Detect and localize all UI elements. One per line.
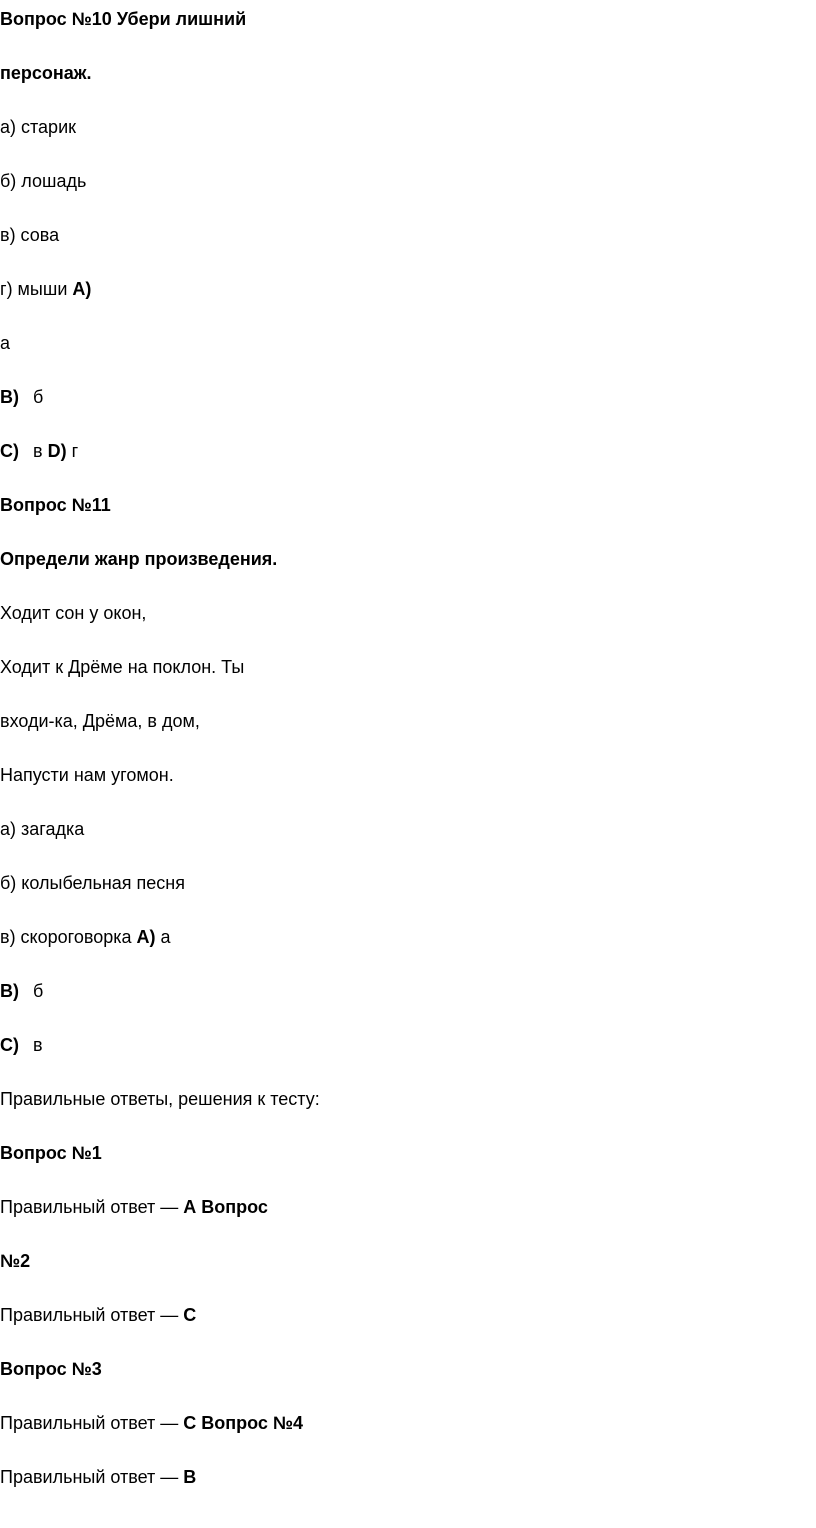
q11-option-v: в) скороговорка A) а [0, 927, 171, 947]
q11-option-a: а) загадка [0, 819, 85, 839]
q10-answer-a-value: а [0, 333, 11, 353]
q10-answer-d-label: D) [47, 441, 67, 461]
q11-prompt: Определи жанр произведения. [0, 549, 278, 569]
answer-q2: Правильный ответ — C [0, 1305, 197, 1325]
q10-option-v: в) сова [0, 225, 60, 245]
q11-answer-c: C) в [0, 1035, 43, 1055]
q11-poem-line-2: Ходит к Дрёме на поклон. Ты [0, 657, 245, 677]
q10-answer-b-label: B) [0, 387, 19, 407]
q10-title-line2 [0, 62, 92, 84]
q10-answer-a-label: A) [72, 279, 92, 299]
q11-answer-a-label: A) [136, 927, 156, 947]
q11-poem-line-1: Ходит сон у окон, [0, 603, 147, 623]
q11-title: Вопрос №11 [0, 495, 111, 515]
answer-q1-title: Вопрос №1 [0, 1143, 102, 1163]
q11-poem-line-4: Напусти нам угомон. [0, 765, 174, 785]
q11-answer-b-label: B) [0, 981, 19, 1001]
q10-title-text-cont: персонаж. [0, 63, 92, 83]
q10-answer-c-d: C) в D) г [0, 441, 79, 461]
q10-answer-c-label: C) [0, 441, 19, 461]
answer-q3: Правильный ответ — C Вопрос №4 [0, 1413, 304, 1433]
q11-answer-c-label: C) [0, 1035, 19, 1055]
q10-title-line1 [0, 8, 246, 30]
answer-q1: Правильный ответ — A Вопрос [0, 1197, 268, 1217]
q10-title-text: Вопрос №10 Убери лишний [0, 9, 247, 29]
answer-q4: Правильный ответ — B [0, 1467, 197, 1487]
q10-option-g: г) мыши A) [0, 279, 92, 299]
answer-q2-title: №2 [0, 1251, 31, 1271]
answer-q3-title: Вопрос №3 [0, 1359, 102, 1379]
q10-answer-b: B) б [0, 387, 44, 407]
q11-option-b: б) колыбельная песня [0, 873, 185, 893]
q10-option-b: б) лошадь [0, 171, 87, 191]
q11-poem-line-3: входи-ка, Дрёма, в дом, [0, 711, 200, 731]
q10-option-a: а) старик [0, 117, 76, 137]
q11-answer-b: B) б [0, 981, 44, 1001]
answers-heading: Правильные ответы, решения к тесту: [0, 1089, 320, 1109]
